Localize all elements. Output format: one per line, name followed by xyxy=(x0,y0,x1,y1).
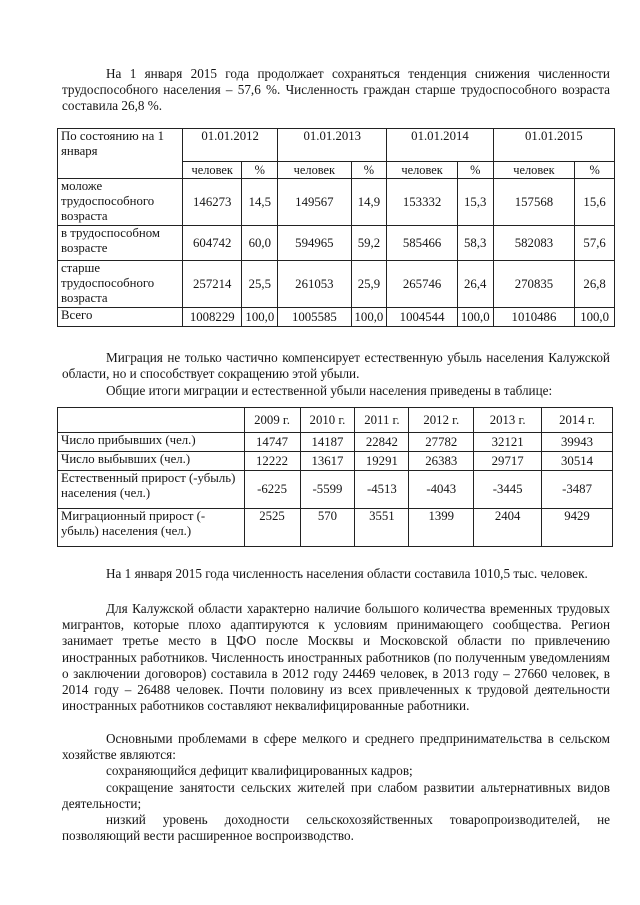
table1-subheader-people: человек xyxy=(278,162,351,179)
table-cell: 14747 xyxy=(244,433,300,452)
table-cell: 257214 xyxy=(183,261,242,308)
problems-intro: Основными проблемами в сфере мелкого и среднего предпринимательства в сельском хозяйстве являются: xyxy=(62,731,610,763)
table-cell: 25,5 xyxy=(242,261,278,308)
table-cell: 585466 xyxy=(387,226,458,261)
table-cell: 1004544 xyxy=(387,308,458,327)
table-cell: 570 xyxy=(300,509,355,547)
table-cell: 1010486 xyxy=(493,308,575,327)
table1-date-header: 01.01.2012 xyxy=(183,129,278,162)
table-row xyxy=(58,509,613,547)
row-label: Число прибывших (чел.) xyxy=(58,433,245,452)
table-cell: 27782 xyxy=(409,433,474,452)
table-row-total xyxy=(58,308,615,327)
table-cell: 153332 xyxy=(387,179,458,226)
table-row xyxy=(58,261,615,308)
migration-table-intro: Общие итоги миграции и естественной убыли населения приведены в таблице: xyxy=(106,383,553,398)
table-row xyxy=(58,452,613,471)
table1-subheader-pct: % xyxy=(575,162,615,179)
table1-subheader-people: человек xyxy=(493,162,575,179)
row-label: Естественный прирост (-убыль) населения (чел.) xyxy=(58,471,245,509)
table-row xyxy=(58,179,615,226)
table1-subheader-people: человек xyxy=(387,162,458,179)
table1-date-header: 01.01.2014 xyxy=(387,129,493,162)
table-cell: 14187 xyxy=(300,433,355,452)
table-cell: -3487 xyxy=(542,471,613,509)
table-cell: 26,4 xyxy=(457,261,493,308)
migration-table xyxy=(57,407,613,547)
row-label: моложе трудоспособного возраста xyxy=(58,179,183,226)
table-cell: 1399 xyxy=(409,509,474,547)
table-cell: 25,9 xyxy=(351,261,387,308)
table2-corner-header xyxy=(58,408,245,433)
table-cell: 100,0 xyxy=(242,308,278,327)
table-cell: -3445 xyxy=(474,471,542,509)
row-label: Миграционный прирост (-убыль) населения (чел.) xyxy=(58,509,245,547)
table-cell: 39943 xyxy=(542,433,613,452)
table1-date-header: 01.01.2013 xyxy=(278,129,387,162)
row-label: Число выбывших (чел.) xyxy=(58,452,245,471)
table-row xyxy=(58,226,615,261)
table-cell: 100,0 xyxy=(457,308,493,327)
table2-year-header: 2014 г. xyxy=(542,408,613,433)
table-cell: 146273 xyxy=(183,179,242,226)
table-cell: 26,8 xyxy=(575,261,615,308)
table-cell: -4513 xyxy=(355,471,409,509)
table-cell: 100,0 xyxy=(575,308,615,327)
table-cell: 265746 xyxy=(387,261,458,308)
table1-corner-header: По состоянию на 1 января xyxy=(58,129,183,179)
table1-subheader-pct: % xyxy=(457,162,493,179)
population-paragraph: На 1 января 2015 года численность населения области составила 1010,5 тыс. человек. xyxy=(106,566,588,581)
table-cell: 57,6 xyxy=(575,226,615,261)
table1-subheader-pct: % xyxy=(242,162,278,179)
table-cell: 59,2 xyxy=(351,226,387,261)
foreign-workers-paragraph: Для Калужской области характерно наличие большого количества временных трудовых мигрантов, которые плохо адаптируются к условиям принимающего сообщества. Регион занимает третье место в ЦФО после Москвы и Московской области по привлечению иностранных работников. Численность иностранных работников (по полученным уведомлениям о заключении договоров) составила в 2012 году 24469 человек, в 2013 году – 27660 человек, в 2014 году – 26488 человек. Почти половину из всех привлеченных к трудовой деятельности иностранных работников составляют неквалифицированные работники. xyxy=(62,601,610,714)
table-cell: 1005585 xyxy=(278,308,351,327)
table-cell: 3551 xyxy=(355,509,409,547)
table-cell: 29717 xyxy=(474,452,542,471)
table-cell: 604742 xyxy=(183,226,242,261)
table-cell: 60,0 xyxy=(242,226,278,261)
table1-subheader-people: человек xyxy=(183,162,242,179)
table-cell: 30514 xyxy=(542,452,613,471)
table-cell: 14,9 xyxy=(351,179,387,226)
table-cell: 9429 xyxy=(542,509,613,547)
migration-paragraph: Миграция не только частично компенсирует естественную убыль населения Калужской области, но и способствует сокращению этой убыли. xyxy=(62,350,610,382)
table-cell: 2404 xyxy=(474,509,542,547)
table-cell: 15,3 xyxy=(457,179,493,226)
row-label: в трудоспособном возрасте xyxy=(58,226,183,261)
table-cell: 22842 xyxy=(355,433,409,452)
table-cell: 100,0 xyxy=(351,308,387,327)
table2-year-header: 2012 г. xyxy=(409,408,474,433)
table-cell: 26383 xyxy=(409,452,474,471)
table-cell: -6225 xyxy=(244,471,300,509)
table-cell: 261053 xyxy=(278,261,351,308)
intro-paragraph: На 1 января 2015 года продолжает сохраняться тенденция снижения численности трудоспособного населения – 57,6 %. Численность граждан старше трудоспособного возраста составила 26,8 %. xyxy=(62,66,610,114)
table-cell: -5599 xyxy=(300,471,355,509)
table-cell: 58,3 xyxy=(457,226,493,261)
table-cell: 157568 xyxy=(493,179,575,226)
table2-year-header: 2011 г. xyxy=(355,408,409,433)
table-row xyxy=(58,433,613,452)
table-cell: 270835 xyxy=(493,261,575,308)
table1-date-header: 01.01.2015 xyxy=(493,129,614,162)
row-label: старше трудоспособного возраста xyxy=(58,261,183,308)
table-cell: 15,6 xyxy=(575,179,615,226)
age-structure-table xyxy=(57,128,615,327)
table-cell: 13617 xyxy=(300,452,355,471)
problem-item: низкий уровень доходности сельскохозяйственных товаропроизводителей, не позволяющий вести расширенное воспроизводство. xyxy=(62,812,610,844)
table2-year-header: 2013 г. xyxy=(474,408,542,433)
table-cell: 1008229 xyxy=(183,308,242,327)
table-cell: 32121 xyxy=(474,433,542,452)
table-cell: 582083 xyxy=(493,226,575,261)
table-cell: 594965 xyxy=(278,226,351,261)
table-cell: 12222 xyxy=(244,452,300,471)
table-row xyxy=(58,471,613,509)
table2-year-header: 2010 г. xyxy=(300,408,355,433)
problem-item: сохраняющийся дефицит квалифицированных кадров; xyxy=(106,763,413,778)
table-cell: 14,5 xyxy=(242,179,278,226)
problem-item: сокращение занятости сельских жителей при слабом развитии альтернативных видов деятельности; xyxy=(62,780,610,812)
table-cell: 2525 xyxy=(244,509,300,547)
table-cell: 19291 xyxy=(355,452,409,471)
table-cell: 149567 xyxy=(278,179,351,226)
row-label: Всего xyxy=(58,308,183,327)
table1-subheader-pct: % xyxy=(351,162,387,179)
table-cell: -4043 xyxy=(409,471,474,509)
table2-year-header: 2009 г. xyxy=(244,408,300,433)
